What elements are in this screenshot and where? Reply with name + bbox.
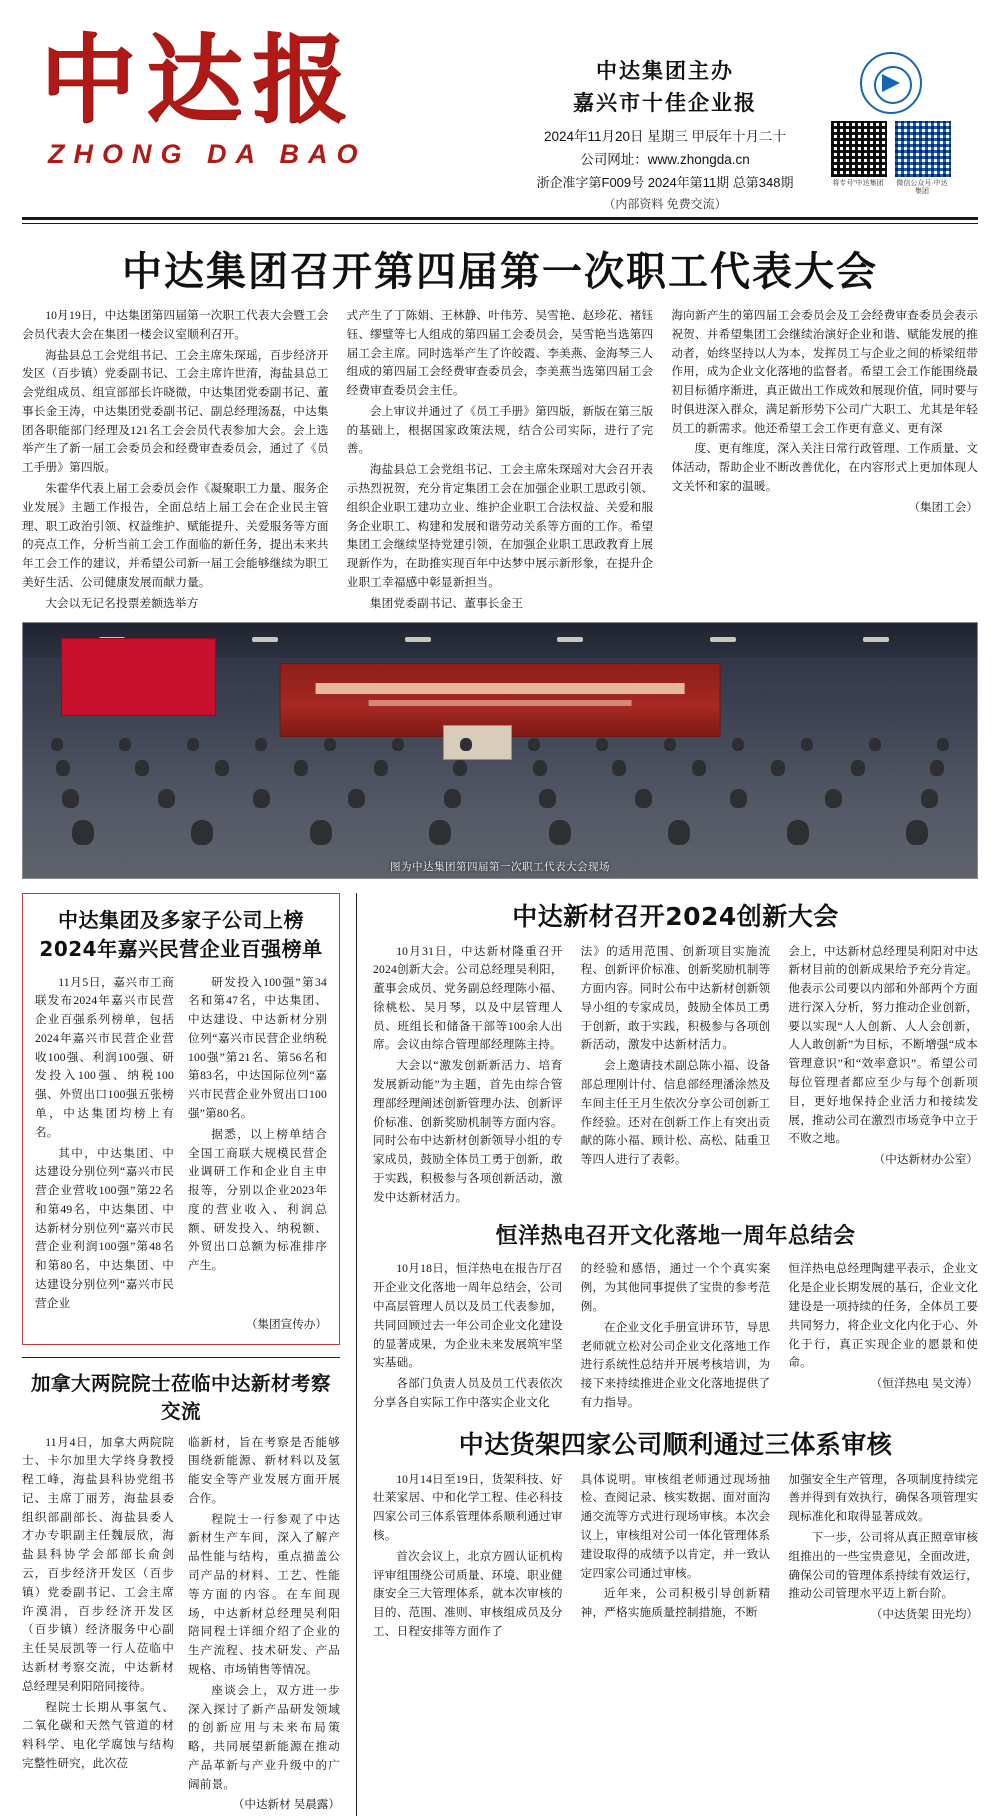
paragraph: 法》的适用范围、创新项目实施流程、创新评价标准、创新奖励机制等方面内容。同时公布中达新材创新领导小组的专家成员，鼓励全体员工勇于创新，敢于实践，积极参与各项创新活动，激发中达新材活力。: [581, 943, 771, 1056]
article-signature: （集团宣传办）: [35, 1316, 327, 1332]
qr-code-icon-right[interactable]: [894, 120, 952, 178]
article-signature: （中达新材 吴晨露）: [188, 1796, 340, 1812]
paragraph: 具体说明。审核组老师通过现场抽检、查阅记录、核实数据、面对面沟通交流等方式进行现场审核。本次会议上，审核组对公司一体化管理体系建设取得的成绩予以肯定，并一致认定四家公司通过审核。: [581, 1471, 771, 1584]
paragraph: 海盐县总工会党组书记、工会主席朱琛瑶对大会召开表示热烈祝贺，充分肯定集团工会在加强企业职工思政引领、组织企业职工建功立业、维护企业职工合法权益、关爱和服务企业职工、构建和发展和谐劳动关系等方面的工作。希望集团工会继续坚持党建引领，在加强企业职工思政教育上展现新作为，在助推实现百年中达梦中展示新形象，在提升企业职工幸福感中彰显新担当。: [347, 461, 654, 592]
paragraph: 研发投入100强”第34名和第47名，中达集团、中达建设、中达新材分别位列“嘉兴市民营企业纳税100强”第21名、第56名和第83名，中达国际位列“嘉兴市民营企业外贸出口100强”第80名。: [188, 974, 327, 1124]
conference-photo: [22, 622, 978, 879]
paragraph: 海盐县总工会党组书记、工会主席朱琛瑶，百步经济开发区（百步镇）党委副书记、工会主席许世淯，海盐县总工会党组成员、组宣部部长许晓微，中达集团党委副书记、董事长金王涛，中达集团党委副书记、副总经理汤磊，中达集团各职能部门经理及121名工会会员代表参加大会。会上选举产生了新一届工会委员会和经费审查委员会，通过了《员工手册》第四版。: [22, 347, 329, 478]
boxed-title-line1: 中达集团及多家子公司上榜: [35, 906, 327, 935]
masthead-rule-thick: [22, 217, 978, 220]
paragraph: 各部门负责人员及员工代表依次分享各自实际工作中落实企业文化: [373, 1375, 563, 1413]
lead-column-3: [671, 307, 978, 616]
paragraph: 11月4日，加拿大两院院士、卡尔加里大学终身教授程工峰，海盐县科协党组书记、主席丁丽芳，海盐县委组织部副部长、海盐县委人才办专职副主任魏辰欣，海盐县科协学会部部长俞剑云，百步经济开发区（百步镇）党委副书记、工会主席许漠涓，百步经济开发区（百步镇）经济服务中心副主任吴辰凯等一行人莅临中达新材考察交流，中达新材总经理吴利阳陪同接待。: [22, 1434, 174, 1697]
paragraph: 会上审议并通过了《员工手册》第四版，新版在第三版的基础上，根据国家政策法规，结合公司实际，进行了完善。: [347, 403, 654, 459]
audit-column-1: [373, 1471, 563, 1644]
paragraph: 会上邀请技术副总陈小福、设备部总理刚计付、信息部经理潘涂然及车间主任王月生依次分享公司创新工作经验。还对在创新工作上有突出贡献的陈小福、顾计松、高松、陆重卫等四人进行了表彰。: [581, 1057, 771, 1170]
photo-stage-text: [316, 683, 685, 694]
paragraph: 在企业文化手册宣讲环节，导思老师就立松对公司企业文化落地工作进行系统性总结并开展考核培训，为接下来持续推进企业文化落地提供了有力指导。: [581, 1319, 771, 1413]
article-three-system-audit: [373, 1425, 978, 1644]
canada-column-2: [188, 1434, 340, 1816]
page-title: 中达报: [40, 30, 514, 131]
boxed-title-line2: 2024年嘉兴民营企业百强榜单: [35, 935, 327, 964]
paragraph: 11月5日，嘉兴市工商联发布2024年嘉兴市民营企业百强系列榜单，包括2024年嘉兴市民营企业营收100强、利润100强、研发投入100强、纳税100强、外贸出口100强五张榜单，中达集团均榜上有名。: [35, 974, 174, 1143]
article-signature: （中达新材办公室）: [788, 1151, 978, 1167]
paragraph: 其中，中达集团、中达建设分别位列“嘉兴市民营企业营收100强”第22名和第49名，中达集团、中达新材分别位列“嘉兴市民营企业利润100强”第48名和第80名，中达集团、中达建设分别位列“嘉兴市民营企业: [35, 1145, 174, 1314]
article-headline: 加拿大两院院士莅临中达新材考察交流: [22, 1368, 340, 1424]
lead-column-1: [22, 307, 329, 616]
paragraph: 的经验和感悟，通过一个个真实案例，为其他同事提供了宝贵的参考范例。: [581, 1260, 771, 1316]
paragraph: 度、更有维度，深入关注日常行政管理、工作质量、文体活动，帮助企业不断改善优化，在内容形式上更加体现人文关怀和家的温暖。: [671, 440, 978, 496]
audit-column-3: [788, 1471, 978, 1644]
paragraph: 大会以“激发创新新活力、培育发展新动能”为主题，首先由综合管理部经理阐述创新管理办法、创新评价标准、创新奖励机制等方面内容。同时公布中达新材创新领导小组的专家成员，鼓励全体员工勇于创新，敢于实践，积极参与各项创新活动，激发中达新材活力。: [373, 1057, 563, 1207]
paragraph: 座谈会上，双方进一步深入探讨了新产品研发领域的创新应用与未来布局策略，共同展望新能源在推动产品革新与产业升级中的广阔前景。: [188, 1682, 340, 1795]
masthead: [0, 0, 1000, 215]
masthead-rule-thin: [22, 223, 978, 224]
lower-section: [0, 893, 1000, 1816]
boxed-article-title: [35, 906, 327, 964]
page-title-pinyin: ZHONG DA BAO: [48, 139, 514, 170]
website-line: 公司网址：www.zhongda.cn: [514, 149, 816, 172]
article-headline: 中达货架四家公司顺利通过三体系审核: [373, 1425, 978, 1461]
paragraph: 恒洋热电总经理陶建平表示，企业文化是企业长期发展的基石，企业文化建设是一项持续的任务，全体员工要共同努力，将企业文化内化于心、外化于行，真正实现企业的愿景和使命。: [788, 1260, 978, 1373]
publish-date: 2024年11月20日 星期三 甲辰年十月二十: [514, 126, 816, 149]
article-signature: （中达货架 田光均）: [788, 1606, 978, 1622]
qr-code-group: [830, 120, 952, 197]
paragraph: 首次会议上，北京方圆认证机构评审组围绕公司质量、环境、职业健康安全三大管理体系，就本次审核的目的、范围、准则、审核组成员及分工、日程安排等方面作了: [373, 1548, 563, 1642]
paragraph: 集团党委副书记、董事长金王: [347, 595, 654, 614]
paragraph: 程院士长期从事氢气、二氧化碳和天然气管道的材料科学、电化学腐蚀与结构完整性研究，此次莅: [22, 1699, 174, 1774]
paragraph: 临新材，旨在考察是否能够围绕新能源、新材料以及氢能安全等产业发展方面开展合作。: [188, 1434, 340, 1509]
photo-caption: 图为中达集团第四届第一次职工代表大会现场: [23, 859, 977, 874]
innovation-column-2: [581, 943, 771, 1210]
article-innovation-conference: [373, 897, 978, 1210]
article-signature: （集团工会）: [671, 499, 978, 515]
paragraph: 朱霍华代表上届工会委员会作《凝聚职工力量、服务企业发展》主题工作报告，全面总结上届工会在企业民主管理、职工政治引领、权益维护、赋能提升、关爱服务等方面的亮点工作，分析当前工会工作面临的新任务，提出未来共年工会工作的建议，并希望公司新一届工会能够继续为职工美好生活、公司健康发展而献力量。: [22, 480, 329, 593]
lower-left-column: [22, 893, 340, 1816]
hengyang-column-3: [788, 1260, 978, 1414]
photo-audience: [23, 735, 977, 878]
article-signature: （恒洋热电 吴文涛）: [788, 1375, 978, 1391]
paragraph: 加强安全生产管理，各项制度持续完善并得到有效执行，确保各项管理实现标准化和取得显著成效。: [788, 1471, 978, 1527]
vertical-divider: [356, 893, 357, 1816]
hengyang-column-1: [373, 1260, 563, 1414]
photo-flag: [61, 638, 216, 717]
qr-right-caption: 微信公众号·中达集团: [894, 180, 950, 197]
masthead-logos: [816, 26, 966, 197]
lead-column-2: [347, 307, 654, 616]
paragraph: 海向新产生的第四届工会委员会及工会经费审查委员会表示祝贺、并希望集团工会继续治演好企业和谐、赋能发展的推动者，始终坚持以人为本，发挥员工与企业之间的桥梁纽带作用，成为企业文化落地的监督者。希望工会工作能围绕最初目标循序渐进，真正做出工作成效和展现价值，同时要与时俱进深入群众，满足新形势下公司广大职工、尤其是年轻员工的新需求。他还希望工会工作更有意义、更有深: [671, 307, 978, 438]
paragraph: 10月18日，恒洋热电在报告厅召开企业文化落地一周年总结会，公司中高层管理人员以及员工代表参加，共同回顾过去一年公司企业文化建设的显著成果，为企业未来发展筑牢坚实基础。: [373, 1260, 563, 1373]
article-headline: 中达新材召开2024创新大会: [373, 897, 978, 933]
paragraph: 10月19日，中达集团第四届第一次职工代表大会暨工会会员代表大会在集团一楼会议室顺利召开。: [22, 307, 329, 345]
paragraph: 近年来，公司积极引导创新精神，严格实施质量控制措施，不断: [581, 1585, 771, 1623]
innovation-column-3: [788, 943, 978, 1210]
masthead-info: [514, 26, 816, 214]
paragraph: 大会以无记名投票差额选举方: [22, 595, 329, 614]
publisher-subline: 嘉兴市十佳企业报: [514, 88, 816, 120]
zhongda-logo-icon: [860, 52, 922, 114]
article-headline: 恒洋热电召开文化落地一周年总结会: [373, 1219, 978, 1250]
canada-column-1: [22, 1434, 174, 1816]
issue-number: 浙企准字第F009号 2024年第11期 总第348期: [514, 172, 816, 194]
paragraph: 程院士一行参观了中达新材生产车间，深入了解产品性能与结构，重点描盖公司产品的材料、工艺、性能等方面的内容。在车间现场，中达新材总经理吴利阳陪同程士详细介绍了企业的生产流程、技术研发、产品规格、市场销售等情况。: [188, 1511, 340, 1680]
paragraph: 式产生了丁陈娟、王林静、叶伟芳、吴雪艳、赵珍花、褚钰钰、缪璧等七人组成的第四届工会委员会，吴雪艳当选第四届工会主席。同时选举产生了许皎霞、李美燕、金海琴三人组成的第四届工会经费审查委员会，李美燕当选第四届工会经费审查委员会主任。: [347, 307, 654, 401]
article-canada-visit: [22, 1368, 340, 1816]
paragraph: 10月14日至19日，货架科技、好壮莱家居、中和化学工程、佳必科技四家公司三体系管理体系顺利通过审核。: [373, 1471, 563, 1546]
paragraph: 据悉，以上榜单结合全国工商联大规模民营企业调研工作和企业自主申报等，分别以企业2023年度的营业收入、利润总额、研发投入、纳税额、外贸出口总额为标准排序产生。: [188, 1126, 327, 1276]
paragraph: 会上，中达新材总经理吴利阳对中达新材目前的创新成果给予充分肯定。他表示公司要以内部和外部两个方面进行深入分析，努力推动企业创新，要以实现“人人创新、人人会创新，人人敢创新”为目标，不断增强“成本管理意识”和“效率意识”。希望公司每位管理者都应至少与每个创新项目，更好地保持企业活力和接续发展，推动公司在激烈市场竞争中立于不败之地。: [788, 943, 978, 1150]
paragraph: 下一步，公司将从真正照章审核组推出的一些宝贵意见，全面改进，确保公司的管理体系持续有效运行，推动公司管理水平迈上新台阶。: [788, 1529, 978, 1604]
innovation-column-1: [373, 943, 563, 1210]
qr-code-icon-left[interactable]: [830, 120, 888, 178]
hengyang-column-2: [581, 1260, 771, 1414]
photo-scene: [23, 623, 977, 878]
article-hengyang-culture: [373, 1219, 978, 1414]
section-divider: [22, 1357, 340, 1358]
qr-left-caption: 将专号“中达集团: [830, 180, 886, 188]
lead-headline: 中达集团召开第四届第一次职工代表大会: [0, 240, 1000, 297]
distribution-note: （内部资料 免费交流）: [514, 194, 816, 214]
audit-column-2: [581, 1471, 771, 1644]
photo-stage-subtext: [368, 700, 631, 706]
paragraph: 10月31日，中达新材隆重召开2024创新大会。公司总经理吴利阳，董事会成员、党务副总经理陈小福、徐桃松、吴月琴，以及中层管理人员、班组长和储备干部等100余人出席。会议由综合管理部经理陈主持。: [373, 943, 563, 1056]
masthead-title-block: [34, 26, 514, 170]
publisher-line: 中达集团主办: [514, 56, 816, 88]
boxed-article-top100: [22, 893, 340, 1345]
lead-article: [0, 307, 1000, 879]
lower-right-column: [373, 893, 978, 1816]
